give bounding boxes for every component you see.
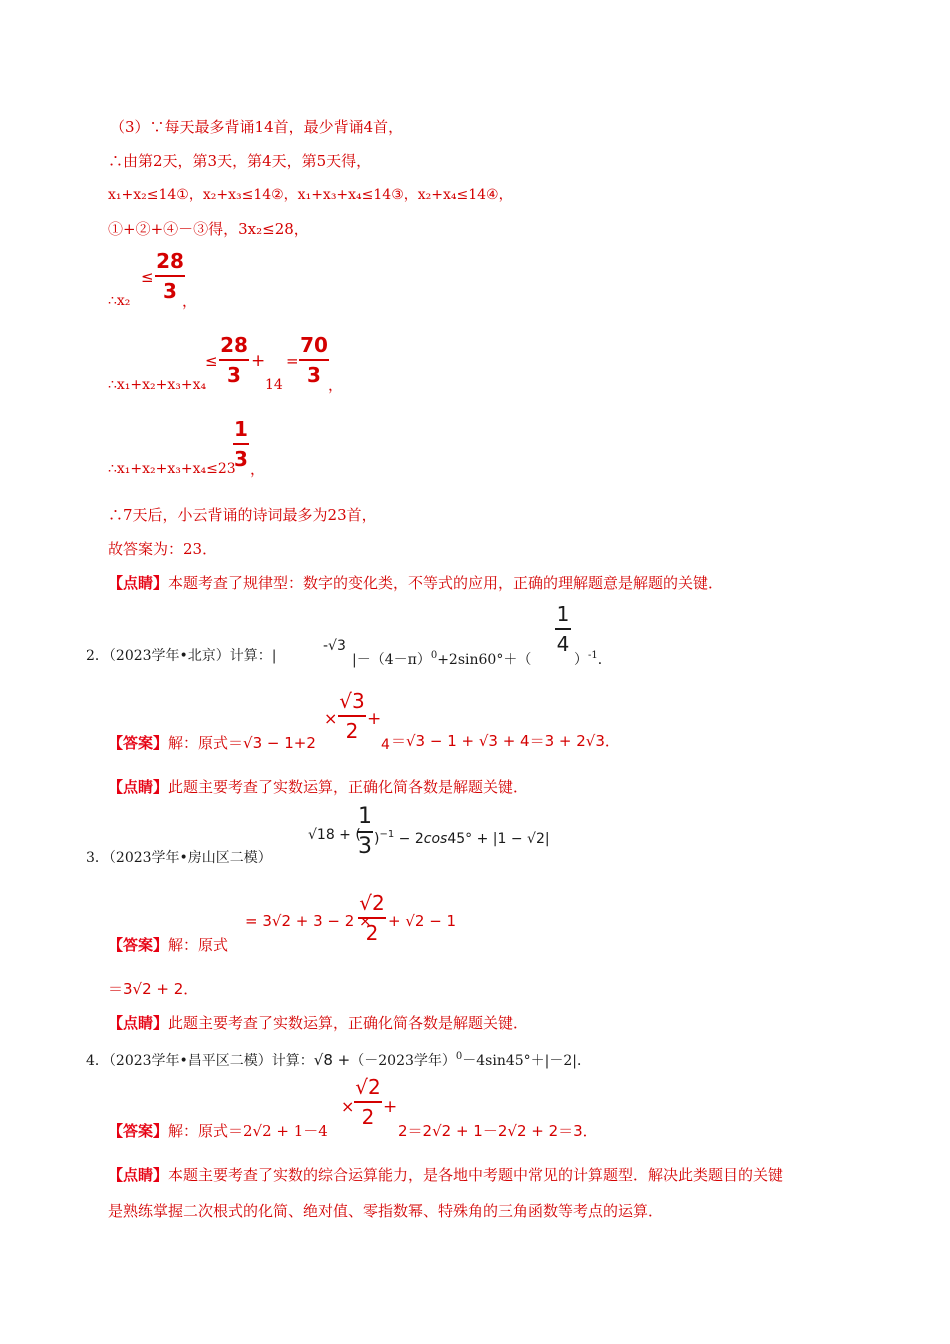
q4-answer-fraction bbox=[354, 1076, 382, 1128]
part3-line6-prefix: ∴x₁+x₂+x₃+x₄ bbox=[108, 377, 207, 393]
q4-answer-plus: + bbox=[383, 1097, 398, 1117]
tip-text: 此题主要考查了实数运算，正确化简各数是解题关键． bbox=[168, 778, 529, 796]
part3-line7-end: ， bbox=[250, 460, 266, 478]
q2-stem-end-text: ） bbox=[574, 652, 588, 668]
q4-tip-line1 bbox=[108, 1166, 783, 1184]
fraction-denominator: 2 bbox=[361, 1105, 375, 1129]
part3-line7-fraction bbox=[233, 418, 249, 470]
fraction-bar bbox=[354, 1101, 382, 1103]
fraction-numerator: 28 bbox=[156, 249, 184, 273]
fraction-bar bbox=[357, 831, 373, 833]
q2-answer-rest: ＝√3 − 1 + √3 + 4＝3 + 2√3． bbox=[391, 732, 620, 750]
part3-line7-prefix: ∴x₁+x₂+x₃+x₄≤23 bbox=[108, 461, 236, 477]
answer-tag: 【答案】 bbox=[108, 1122, 169, 1140]
q2-stem-sup: -1 bbox=[588, 650, 598, 661]
answer-tag: 【答案】 bbox=[108, 936, 169, 954]
q3-expr-d: 45° + |1 − √2| bbox=[447, 831, 550, 847]
q4-stem-sup0: 0 bbox=[455, 1051, 463, 1062]
tip-text: 此题主要考查了实数运算，正确化简各数是解题关键． bbox=[168, 1014, 529, 1032]
q4-tip-line2: 是熟练掌握二次根式的化简、绝对值、零指数幂、特殊角的三角函数等考点的运算． bbox=[108, 1202, 664, 1220]
fraction-bar bbox=[299, 359, 329, 361]
q2-stem-text: 2．（2023学年•北京）计算：| bbox=[86, 648, 277, 664]
q3-stem: 3．（2023学年•房山区二模） bbox=[86, 850, 272, 866]
q3-answer-expr-a: = 3√2 + 3 − 2 × bbox=[245, 912, 372, 930]
q3-expr-cos: cos bbox=[423, 831, 448, 847]
q2-stem-end bbox=[574, 647, 612, 669]
tip-tag: 【点睛】 bbox=[108, 1166, 169, 1184]
fraction-numerator: √2 bbox=[355, 1075, 381, 1099]
part3-line5-le: ≤ bbox=[141, 268, 154, 286]
fraction-denominator: 4 bbox=[556, 632, 570, 656]
fraction-bar bbox=[155, 275, 185, 277]
fraction-denominator: 3 bbox=[234, 447, 248, 471]
q2-answer-4: 4 bbox=[381, 737, 390, 753]
q4-answer-times: × bbox=[341, 1097, 355, 1116]
tip-text: 本题考查了规律型：数字的变化类，不等式的应用，正确的理解题意是解题的关键． bbox=[168, 574, 724, 592]
part3-line6-le: ≤ bbox=[205, 352, 218, 370]
part3-line5-end: ， bbox=[182, 292, 198, 310]
part3-line2: ∴由第2天，第3天，第4天，第5天得， bbox=[108, 152, 372, 170]
fraction-numerator: 1 bbox=[556, 602, 570, 626]
part3-line5-prefix: ∴x₂ bbox=[108, 293, 131, 309]
tip-tag: 【点睛】 bbox=[108, 1014, 169, 1032]
fraction-numerator: 1 bbox=[234, 417, 248, 441]
q2-stem-rest2-text: +2sin60°＋（ bbox=[437, 652, 532, 668]
part3-line3: x₁+x₂≤14①，x₂+x₃≤14②，x₁+x₃+x₄≤14③，x₂+x₄≤14④， bbox=[108, 187, 513, 203]
q3-expr-sup: −1 bbox=[379, 829, 395, 840]
part3-line4: ①+②+④－③得，3x₂≤28， bbox=[108, 220, 309, 238]
part3-line1: （3）∵每天最多背诵14首，最少背诵4首， bbox=[110, 118, 404, 136]
part3-line9: 故答案为：23． bbox=[108, 540, 218, 558]
part3-line6-end: ， bbox=[328, 376, 344, 394]
fraction-bar bbox=[358, 917, 386, 919]
q3-expr-fraction bbox=[357, 806, 373, 858]
part3-line8: ∴7天后，小云背诵的诗词最多为23首， bbox=[108, 506, 377, 524]
fraction-numerator: 70 bbox=[300, 333, 328, 357]
q2-stem-rest-text: |－（4－π） bbox=[352, 652, 431, 668]
fraction-denominator: 2 bbox=[345, 719, 359, 743]
fraction-numerator: 28 bbox=[220, 333, 248, 357]
q2-stem-rest bbox=[352, 647, 531, 669]
q3-answer bbox=[108, 936, 228, 954]
q2-stem-abs: -√3 bbox=[323, 638, 346, 654]
q2-answer-plus: + bbox=[367, 709, 382, 729]
q2-tip bbox=[108, 778, 528, 796]
q2-answer-times: × bbox=[324, 709, 338, 728]
q4-stem bbox=[86, 1048, 591, 1070]
q3-answer-line2: ＝3√2 + 2． bbox=[108, 980, 199, 998]
fraction-numerator: √3 bbox=[339, 689, 365, 713]
q3-answer-fraction bbox=[358, 892, 386, 944]
answer-expr1: √3 − 1+2 bbox=[243, 734, 316, 752]
fraction-denominator: 3 bbox=[227, 363, 241, 387]
tip-tag: 【点睛】 bbox=[108, 574, 169, 592]
q4-stem-sqrt: √8 + bbox=[313, 1051, 351, 1069]
tip-tag: 【点睛】 bbox=[108, 778, 169, 796]
q3-expr-c: − 2 bbox=[394, 831, 424, 847]
q2-answer bbox=[108, 734, 316, 752]
q3-tip bbox=[108, 1014, 528, 1032]
q2-answer-fraction bbox=[338, 690, 366, 742]
fraction-denominator: 3 bbox=[358, 834, 372, 859]
answer-prefix: 解：原式＝2√2 + 1－4 bbox=[168, 1122, 328, 1140]
part3-line6-eq: = bbox=[286, 352, 299, 370]
q2-stem-fraction bbox=[555, 603, 571, 655]
fraction-bar bbox=[338, 715, 366, 717]
part3-line5-fraction bbox=[155, 250, 185, 302]
answer-tag: 【答案】 bbox=[108, 734, 169, 752]
fraction-bar bbox=[219, 359, 249, 361]
part3-line6-fraction1 bbox=[219, 334, 249, 386]
fraction-denominator: 3 bbox=[307, 363, 321, 387]
q4-stem-b: （－2023学年） bbox=[350, 1053, 456, 1069]
part3-line6-plus: + bbox=[251, 351, 266, 371]
answer-prefix: 解：原式 bbox=[168, 936, 229, 954]
q2-stem-sup0: 0 bbox=[430, 650, 438, 661]
fraction-numerator: √2 bbox=[359, 891, 385, 915]
tip-text: 本题主要考查了实数的综合运算能力，是各地中考题中常见的计算题型．解决此类题目的关键 bbox=[168, 1166, 784, 1184]
q2-stem-dot: ． bbox=[597, 652, 612, 668]
fraction-numerator: 1 bbox=[358, 804, 372, 829]
q4-answer-rest: 2＝2√2 + 1－2√2 + 2＝3． bbox=[398, 1122, 598, 1140]
q4-stem-c: －4sin45°＋|－2|． bbox=[462, 1053, 592, 1069]
part3-tip bbox=[108, 574, 723, 592]
q3-expr-a: √18 + ( bbox=[308, 827, 361, 843]
q4-answer bbox=[108, 1122, 328, 1140]
fraction-bar bbox=[555, 628, 571, 630]
q3-expr-b-text: ) bbox=[374, 831, 380, 847]
q3-expr-b bbox=[374, 826, 550, 848]
fraction-bar bbox=[233, 443, 249, 445]
part3-line6-fraction2 bbox=[299, 334, 329, 386]
part3-line6-14: 14 bbox=[265, 377, 283, 393]
q3-answer-expr-b: + √2 − 1 bbox=[388, 912, 457, 930]
fraction-denominator: 2 bbox=[365, 921, 379, 945]
q4-stem-a: 4．（2023学年•昌平区二模）计算： bbox=[86, 1053, 314, 1069]
q2-stem bbox=[86, 647, 277, 665]
answer-prefix: 解：原式＝ bbox=[168, 734, 244, 752]
fraction-denominator: 3 bbox=[163, 279, 177, 303]
